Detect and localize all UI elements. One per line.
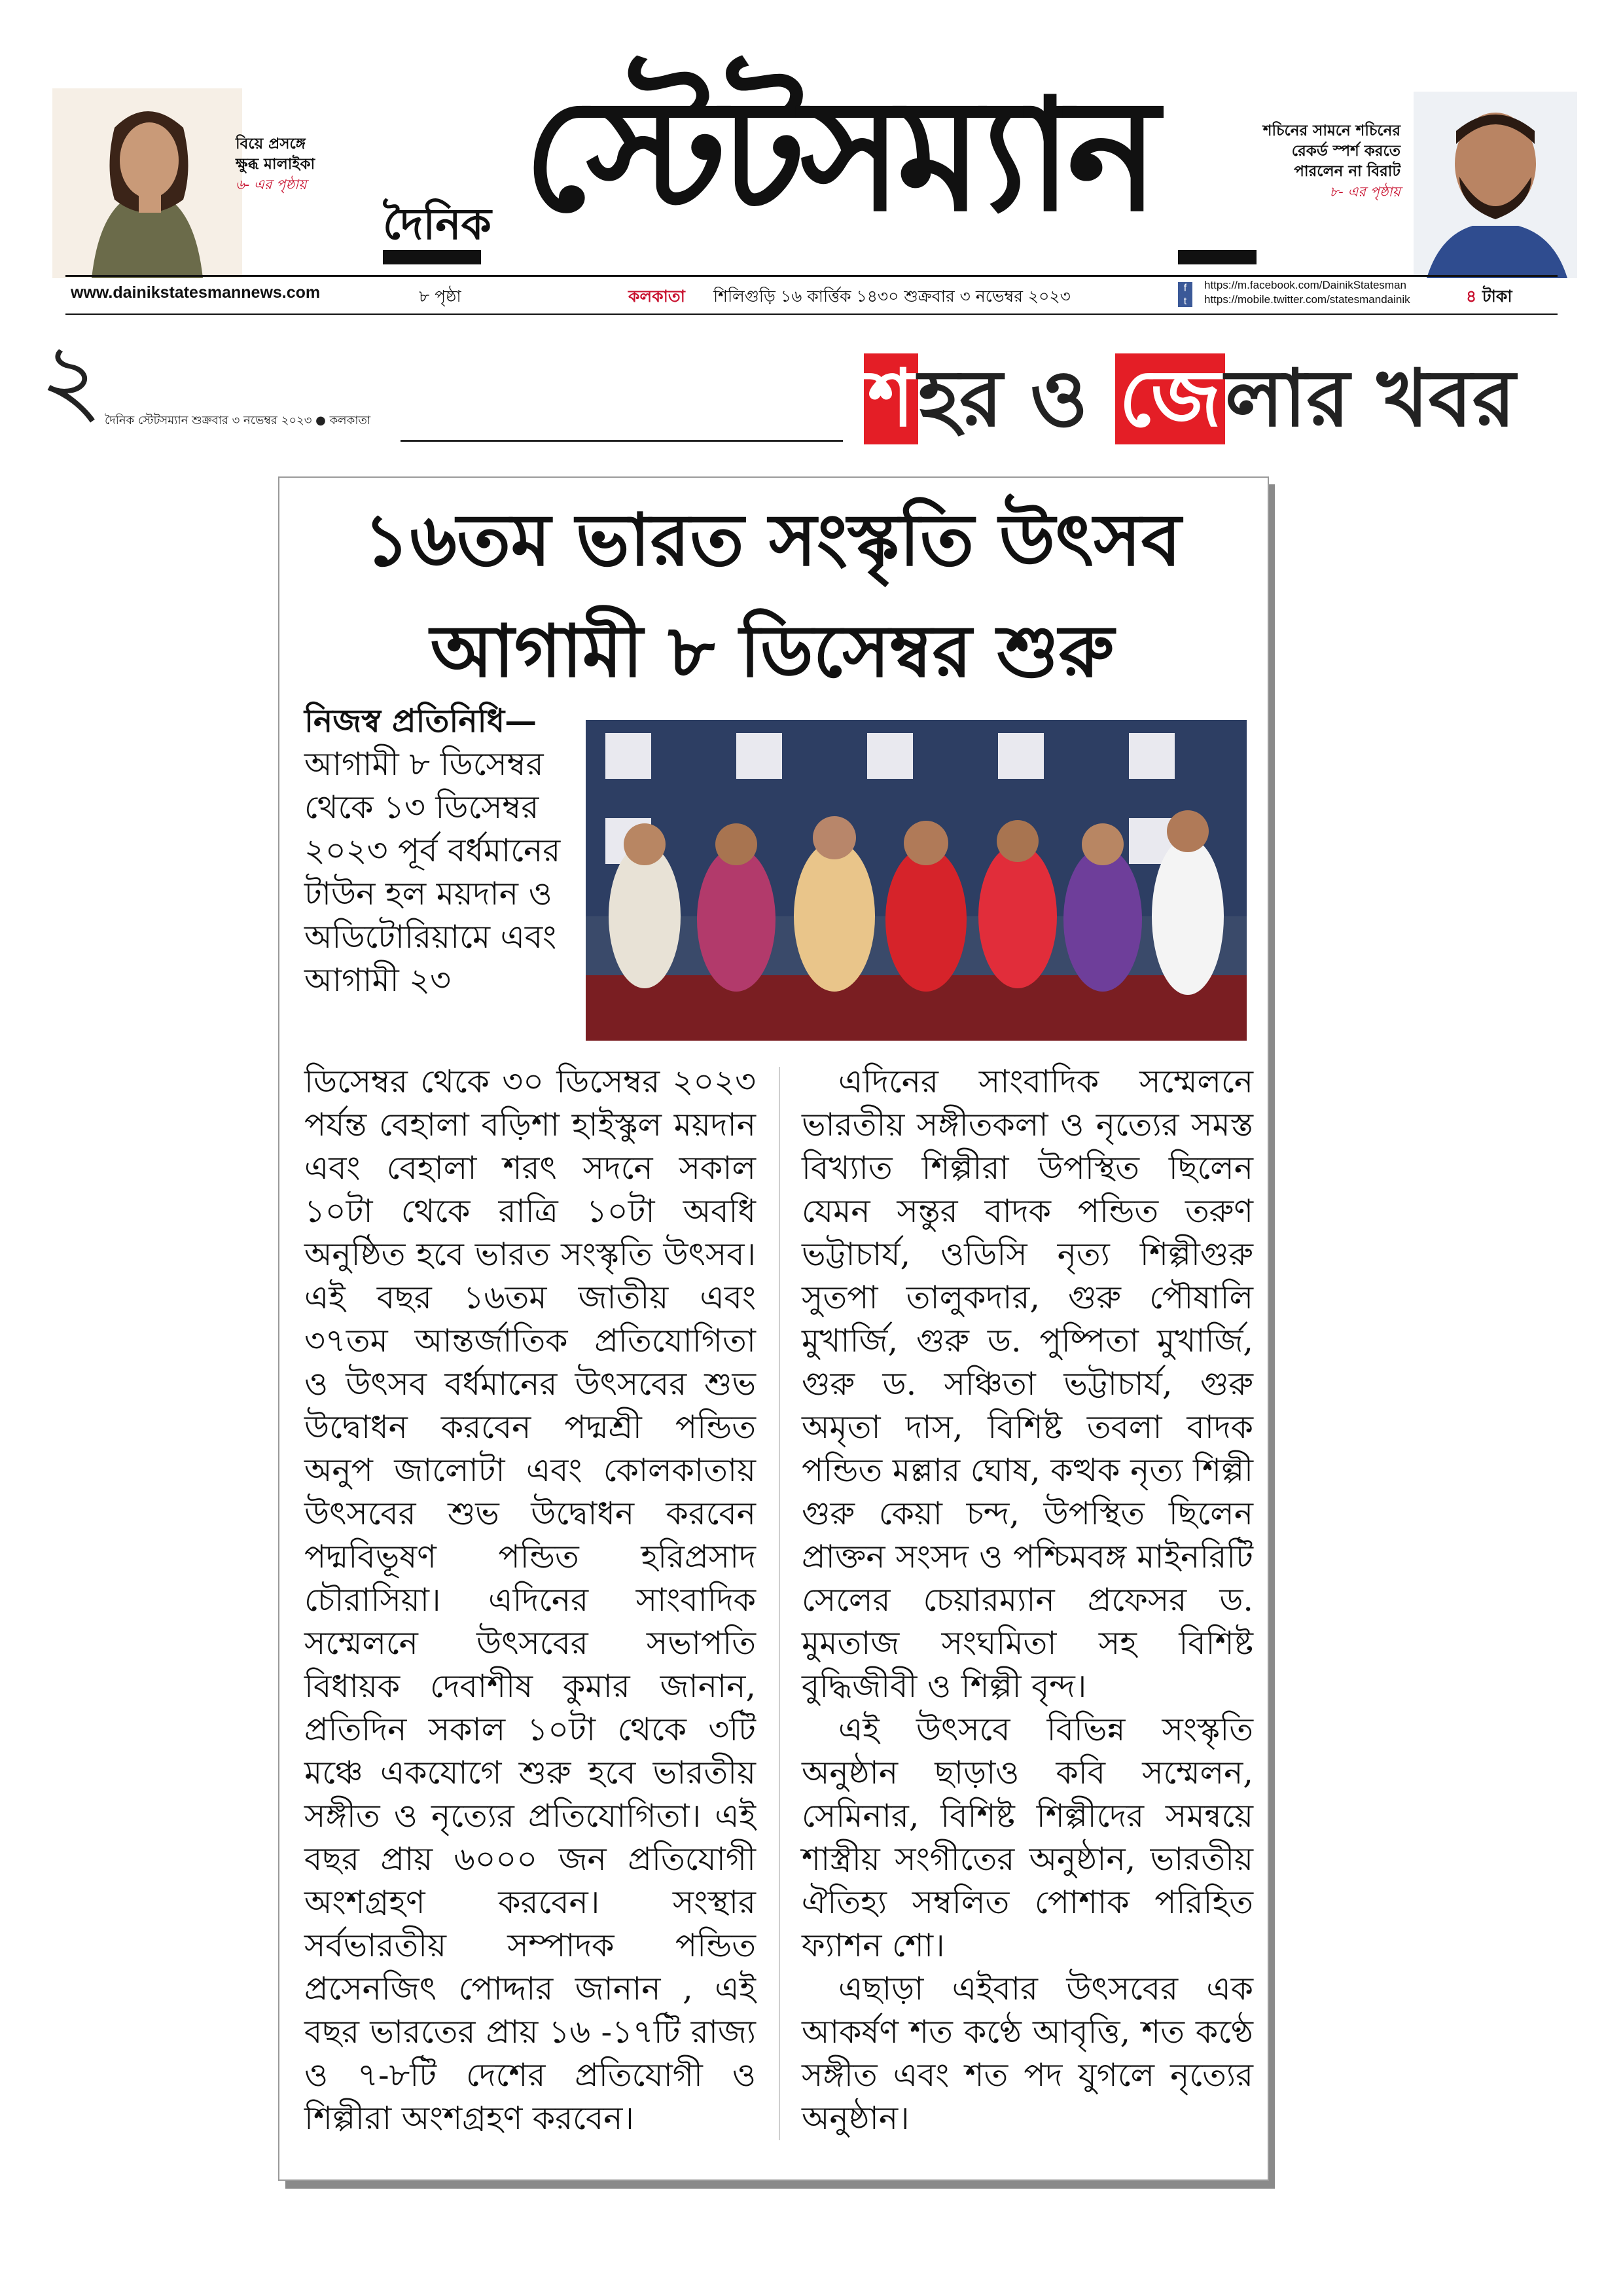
- price-unit: টাকা: [1482, 287, 1512, 306]
- edition-city: কলকাতা: [628, 287, 685, 306]
- prefix-underline: [383, 250, 481, 264]
- page-info: দৈনিক স্টেটসম্যান শুক্রবার ৩ নভেম্বর ২০২৩ ● কলকাতা: [105, 414, 371, 427]
- edition-date: শিলিগুড়ি ১৬ কার্ত্তিক ১৪৩০ শুক্রবার ৩ নভেম্বর ২০২৩: [713, 287, 1071, 306]
- left-teaser-ref: ৬- এর পৃষ্ঠায়: [236, 177, 307, 192]
- dateline-bar: [65, 275, 1558, 315]
- right-teaser[interactable]: [1237, 121, 1400, 202]
- headline-line2: আগামী ৮ ডিসেম্বর শুরু: [430, 609, 1115, 693]
- left-teaser-line1: বিয়ে প্রসঙ্গে: [236, 135, 306, 152]
- section-highlight-1: শ: [864, 353, 918, 444]
- twitter-link[interactable]: https://mobile.twitter.com/statesmandainik: [1204, 293, 1410, 306]
- teaser-photo-right[interactable]: [1414, 92, 1577, 278]
- section-text-1: হর ও: [918, 353, 1115, 444]
- right-teaser-line3: পারলেন না বিরাট: [1294, 163, 1400, 180]
- section-title: [864, 350, 1516, 448]
- right-teaser-ref: ৮- এর পৃষ্ঠায়: [1329, 184, 1400, 200]
- intro-text: আগামী ৮ ডিসেম্বর থেকে ১৩ ডিসেম্বর ২০২৩ পূর্ব বর্ধমানের টাউন হল ময়দান ও অডিটোরিয়ামে এবং আগামী ২৩: [304, 745, 561, 999]
- section-highlight-2: জে: [1115, 353, 1225, 444]
- page-rule: [401, 440, 843, 442]
- paper-prefix: দৈনিক: [383, 199, 491, 249]
- section-text-2: লার খবর: [1225, 353, 1516, 444]
- social-icon: f t: [1178, 282, 1192, 307]
- left-teaser-line2: ক্ষুব্ধ মালাইকা: [236, 156, 315, 173]
- social-links[interactable]: [1204, 278, 1410, 307]
- right-paragraph-1: এদিনের সাংবাদিক সম্মেলনে ভারতীয় সঙ্গীতকলা ও নৃত্যের সমস্ত বিখ্যাত শিল্পীরা উপস্থিত ছিলেন যেমন সন্তুর বাদক পন্ডিত তরুণ ভট্টাচার্য, ওডিসি নৃত্য শিল্পীগুরু সুতপা তালুকদার, গুরু পৌষালি মুখার্জি, গুরু ড. পুষ্পিতা মুখার্জি, গুরু ড. সঞ্চিতা ভট্টাচার্য, গুরু অমৃতা দাস, বিশিষ্ট তবলা বাদক পন্ডিত মল্লার ঘোষ, কত্থক নৃত্য শিল্পী গুরু কেয়া চন্দ, উপস্থিত ছিলেন প্রাক্তন সংসদ ও পশ্চিমবঙ্গ মাইনরিটি সেলের চেয়ারম্যান প্রফেসর ড. মুমতাজ সংঘমিতা সহ বিশিষ্ট বুদ্ধিজীবী ও শিল্পী বৃন্দ।: [802, 1063, 1253, 1705]
- facebook-link[interactable]: https://m.facebook.com/DainikStatesman: [1204, 279, 1406, 291]
- right-teaser-line1: শচিনের সামনে শচিনের: [1262, 122, 1400, 139]
- page-number: ২: [39, 323, 103, 437]
- price-number: ৪: [1466, 287, 1477, 306]
- website-link[interactable]: www.dainikstatesmannews.com: [71, 283, 321, 302]
- left-paragraph: ডিসেম্বর থেকে ৩০ ডিসেম্বর ২০২৩ পর্যন্ত বেহালা বড়িশা হাইস্কুল ময়দান এবং বেহালা শরৎ সদনে সকাল ১০টা থেকে রাত্রি ১০টা অবধি অনুষ্ঠিত হবে ভারত সংস্কৃতি উৎসব। এই বছর ১৬তম জাতীয় এবং ৩৭তম আন্তর্জাতিক প্রতিযোগিতা ও উৎসব বর্ধমানের উৎসবের শুভ উদ্বোধন করবেন পদ্মশ্রী পন্ডিত অনুপ জালোটা এবং কোলকাতায় উৎসবের শুভ উদ্বোধন করবেন পদ্মবিভূষণ পন্ডিত হরিপ্রসাদ চৌরাসিয়া। এদিনের সাংবাদিক সম্মেলনে উৎসবের সভাপতি বিধায়ক দেবাশীষ কুমার জানান, প্রতিদিন সকাল ১০টা থেকে ৩টি মঞ্চে একযোগে শুরু হবে ভারতীয় সঙ্গীত ও নৃত্যের প্রতিযোগিতা। এই বছর প্রায় ৬০০০ জন প্রতিযোগী অংশগ্রহণ করবেন। সংস্থার সর্বভারতীয় সম্পাদক পন্ডিত প্রসেনজিৎ পোদ্দার জানান , এই বছর ভারতের প্রায় ১৬ -১৭টি রাজ্য ও ৭-৮টি দেশের প্রতিযোগী ও শিল্পীরা অংশগ্রহণ করবেন।: [304, 1063, 756, 2137]
- article-column-left: [304, 1060, 756, 2140]
- price: [1466, 283, 1512, 312]
- article-column-right: [802, 1060, 1253, 2140]
- right-paragraph-2: এই উৎসবে বিভিন্ন সংস্কৃতি অনুষ্ঠান ছাড়াও কবি সম্মেলন, সেমিনার, বিশিষ্ট শিল্পীদের সমন্বয়ে শাস্ত্রীয় সংগীতের অনুষ্ঠান, ভারতীয় ঐতিহ্য সম্বলিত পোশাক পরিহিত ফ্যাশন শো।: [802, 1711, 1253, 1964]
- paper-title: স্টেটসম্যান: [524, 65, 1154, 245]
- right-teaser-line2: রেকর্ড স্পর্শ করতে: [1291, 143, 1400, 160]
- page-count: ৮ পৃষ্ঠা: [419, 287, 461, 306]
- left-teaser[interactable]: [236, 134, 315, 195]
- byline: নিজস্ব প্রতিনিধি—: [304, 702, 537, 740]
- teaser-photo-left[interactable]: [52, 88, 242, 278]
- column-divider: [779, 1067, 780, 2140]
- event-photo[interactable]: [586, 720, 1247, 1041]
- title-bar: [1178, 250, 1257, 264]
- headline-line1: ১৬তম ভারত সংস্কৃতি উৎসব: [363, 498, 1181, 582]
- right-paragraph-3: এছাড়া এইবার উৎসবের এক আকর্ষণ শত কণ্ঠে আবৃত্তি, শত কণ্ঠে সঙ্গীত এবং শত পদ যুগলে নৃত্যের অনুষ্ঠান।: [802, 1970, 1253, 2137]
- article-intro: [304, 699, 566, 1002]
- article-headline[interactable]: [278, 484, 1266, 707]
